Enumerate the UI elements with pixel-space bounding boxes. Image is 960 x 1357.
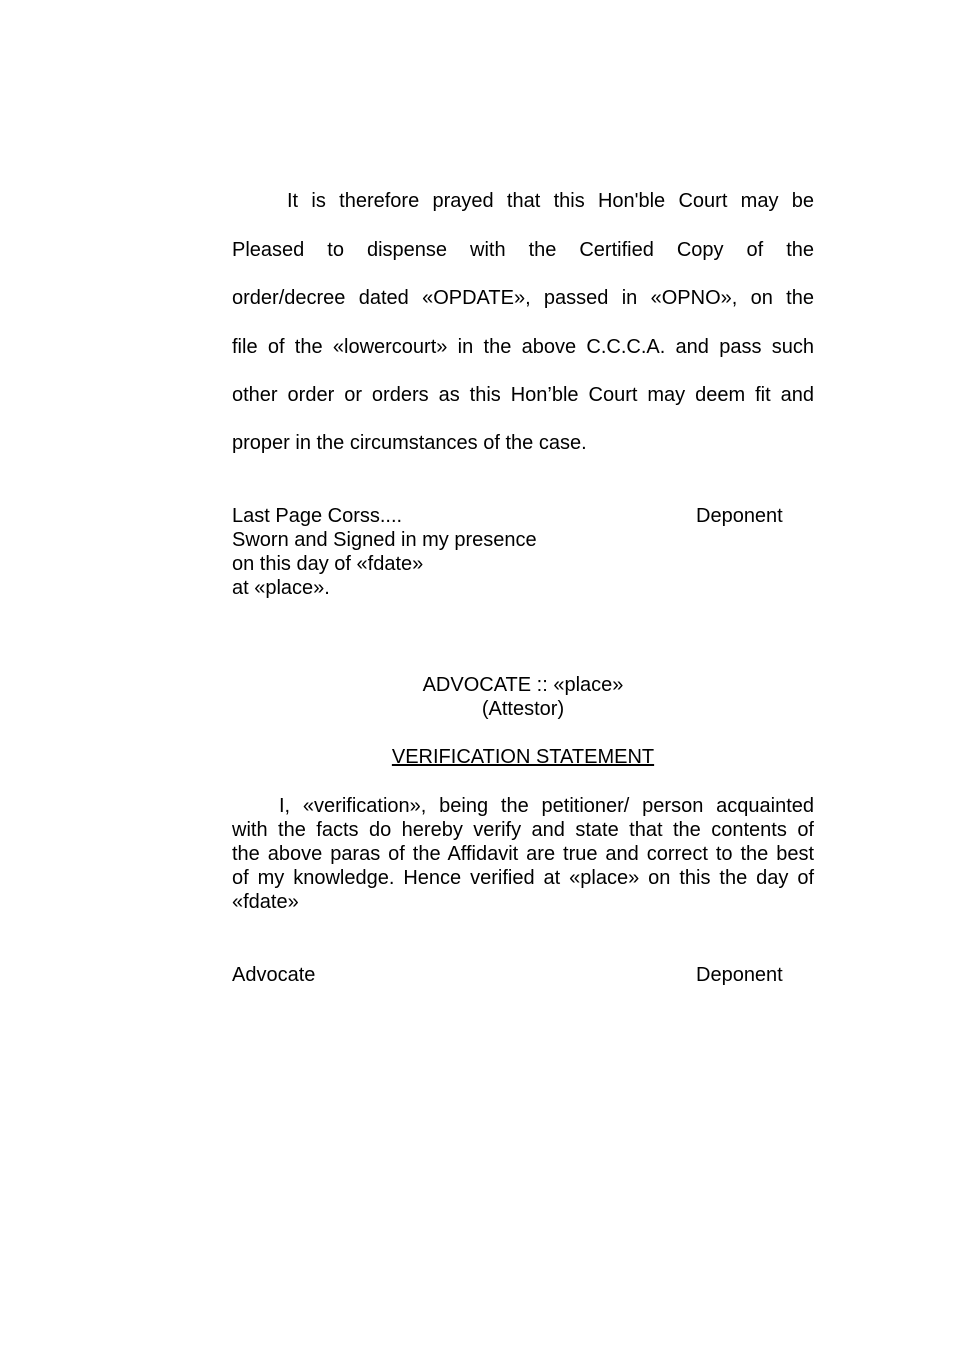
deponent-label-top: Deponent <box>696 505 783 527</box>
verification-line-2: with the facts do hereby verify and state that the contents of <box>232 819 814 841</box>
on-day-line: on this day of «fdate» <box>232 553 424 575</box>
verification-heading <box>232 745 814 769</box>
verification-line-5: «fdate» <box>232 891 299 913</box>
prayer-line-5: other order or orders as this Hon’ble Court may deem fit and <box>232 384 814 406</box>
last-page-note: Last Page Corss.... <box>232 505 403 527</box>
verification-line-1: I, «verification», being the petitioner/ person acquainted <box>279 795 814 817</box>
verification-heading-text: VERIFICATION STATEMENT <box>391 746 655 768</box>
advocate-signature-label: Advocate <box>232 964 316 986</box>
at-place-line: at «place». <box>232 577 330 599</box>
prayer-line-3: order/decree dated «OPDATE», passed in «OPNO», on the <box>232 287 814 309</box>
prayer-line-4: file of the «lowercourt» in the above C.C.C.A. and pass such <box>232 336 814 358</box>
verification-line-4: of my knowledge. Hence verified at «place» on this the day of <box>232 867 814 889</box>
sworn-line: Sworn and Signed in my presence <box>232 529 537 551</box>
attestor-role: (Attestor) <box>481 698 565 720</box>
deponent-signature-label: Deponent <box>696 964 783 986</box>
prayer-line-1: It is therefore prayed that this Hon'ble Court may be <box>287 190 814 212</box>
advocate-place: ADVOCATE :: «place» <box>422 674 624 696</box>
prayer-line-2: Pleased to dispense with the Certified Copy of the <box>232 239 814 261</box>
prayer-line-6: proper in the circumstances of the case. <box>232 432 587 454</box>
verification-line-3: the above paras of the Affidavit are true and correct to the best <box>232 843 814 865</box>
